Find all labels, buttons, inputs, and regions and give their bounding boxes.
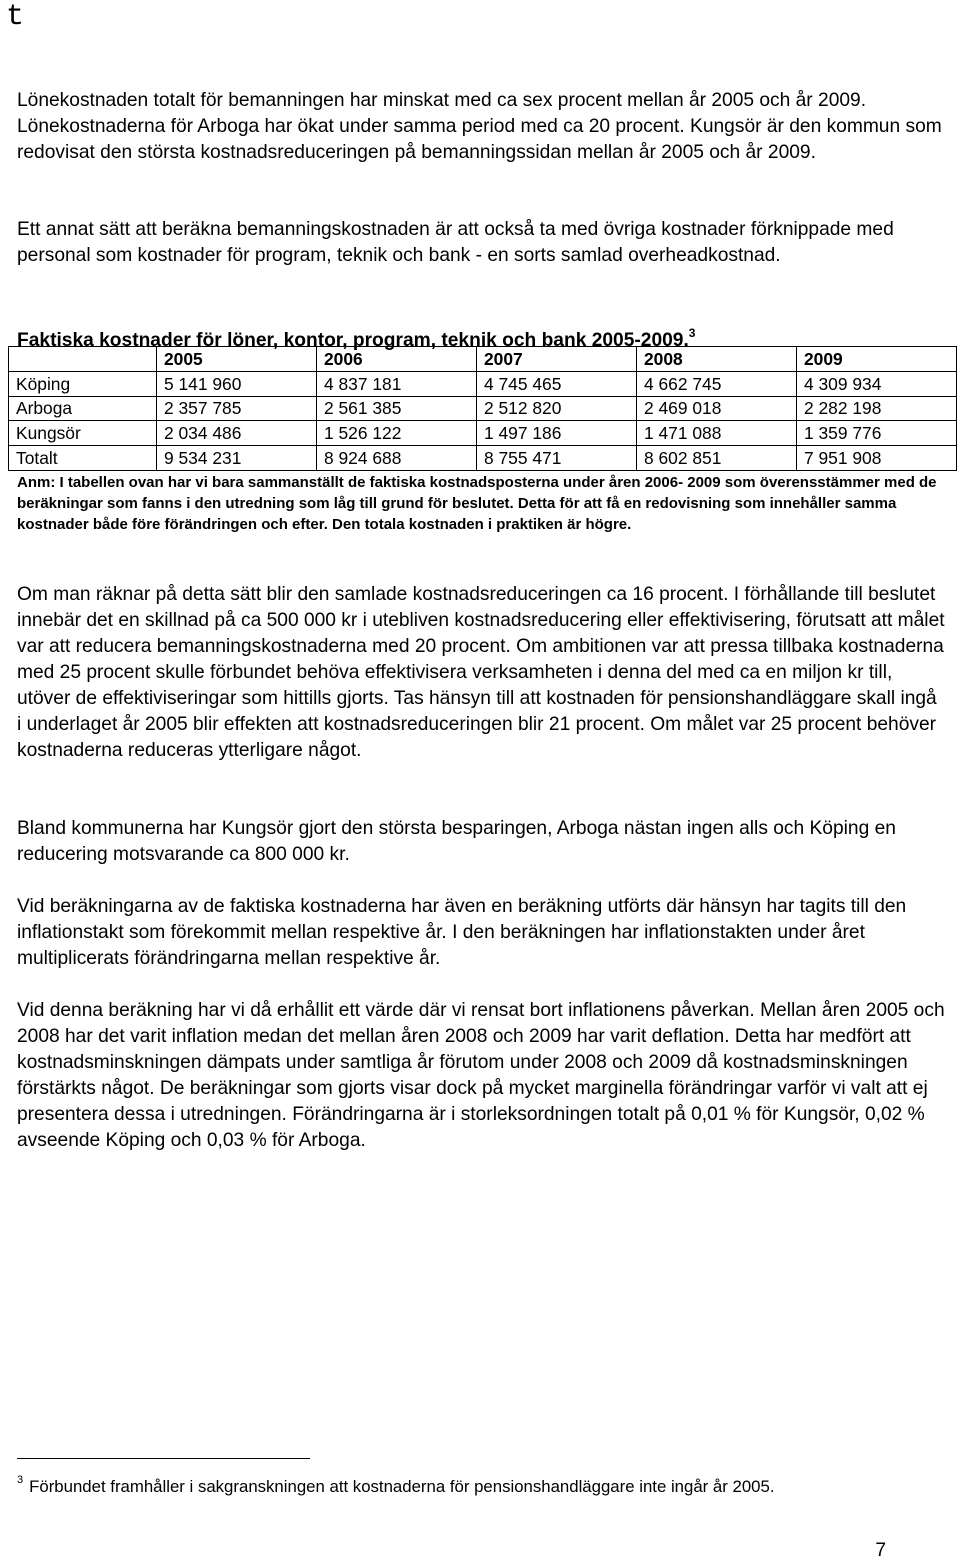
table-cell: 9 534 231 <box>157 446 317 471</box>
table-cell: 7 951 908 <box>797 446 957 471</box>
footnote-separator <box>17 1458 310 1459</box>
corner-glyph: t <box>6 0 25 34</box>
row-label: Arboga <box>9 396 157 421</box>
paragraph-inflation-method: Vid beräkningarna av de faktiska kostnaderna har även en beräkning utförts där hänsyn har tagits till den inflationstakt som förekommit mellan respektive år. I den beräkningen har inflationstakten under året multiplicerats förändringarna mellan respektive år. <box>17 896 907 969</box>
footnote-number: 3 <box>17 1474 24 1486</box>
table-cell: 2 512 820 <box>477 396 637 421</box>
table-cell: 2 561 385 <box>317 396 477 421</box>
table-cell: 8 924 688 <box>317 446 477 471</box>
table-cell: 1 359 776 <box>797 421 957 446</box>
header-cell: 2005 <box>157 347 317 372</box>
table-note: Anm: I tabellen ovan har vi bara sammanställt de faktiska kostnadsposterna under åren 2006- 2009 som överensstämmer med de beräkningar som fanns i den utredning som låg till grund för beslutet. Detta för att få en redovisning som innehåller samma kostnader både före förändringen och efter. Den totala kostnaden i praktiken är högre. <box>17 474 937 533</box>
cost-table <box>8 346 957 471</box>
table-cell: 2 469 018 <box>637 396 797 421</box>
table-row <box>9 421 957 446</box>
table-cell: 2 282 198 <box>797 396 957 421</box>
paragraph-wage-cost-summary: Lönekostnaden totalt för bemanningen har minskat med ca sex procent mellan år 2005 och år 2009. Lönekostnaderna för Arboga har ökat under samma period med ca 20 procent. Kungsör är den kommun som redovisat den största kostnadsreduceringen på bemanningssidan mellan år 2005 och år 2009. <box>17 90 942 163</box>
table-title-text: Faktiska kostnader för löner, kontor, program, teknik och bank 2005-2009. <box>17 330 689 351</box>
paragraph-cost-reduction: Om man räknar på detta sätt blir den samlade kostnadsreduceringen ca 16 procent. I förhållande till beslutet innebär det en skillnad på ca 500 000 kr i utebliven kostnadsreducering eller effektivisering, förutsatt att målet var att reducera bemanningskostnaderna med 20 procent. Om ambitionen var att pressa tillbaka kostnaderna med 25 procent skulle förbundet behöva effektivisera verksamheten i denna del med ca en miljon kr till, utöver de effektiviseringar som hittills gjorts. Tas hänsyn till att kostnaden för pensionshandläggare skall ingå i underlaget år 2005 blir effekten att kostnadsreduceringen blir 21 procent. Om målet var 25 procent behöver kostnaderna reduceras ytterligare något. <box>17 584 945 761</box>
table-cell: 4 309 934 <box>797 371 957 396</box>
footnote-text: Förbundet framhåller i sakgranskningen att kostnaderna för pensionshandläggare inte ingår år 2005. <box>29 1477 775 1496</box>
table-cell: 5 141 960 <box>157 371 317 396</box>
header-cell: 2008 <box>637 347 797 372</box>
table-cell: 2 034 486 <box>157 421 317 446</box>
paragraph-inflation-result: Vid denna beräkning har vi då erhållit ett värde där vi rensat bort inflationens påverkan. Mellan åren 2005 och 2008 har det varit inflation medan det mellan åren 2008 och 2009 har varit deflation. Detta har medfört att kostnadsminskningen dämpats under samtliga år förutom under 2008 och 2009 då kostnadsminskningen förstärkts något. De beräkningar som gjorts visar dock på mycket marginella förändringar varför vi valt att ej presentera dessa i utredningen. Förändringarna är i storleksordningen totalt på 0,01 % för Kungsör, 0,02 % avseende Köping och 0,03 % för Arboga. <box>17 1000 945 1151</box>
table-cell: 1 497 186 <box>477 421 637 446</box>
table-row <box>9 371 957 396</box>
header-cell: 2009 <box>797 347 957 372</box>
paragraph-alternative-calculation: Ett annat sätt att beräkna bemanningskostnaden är att också ta med övriga kostnader förknippade med personal som kostnader för program, teknik och bank - en sorts samlad overheadkostnad. <box>17 219 894 266</box>
header-cell: 2006 <box>317 347 477 372</box>
row-label: Kungsör <box>9 421 157 446</box>
table-cell: 4 837 181 <box>317 371 477 396</box>
header-cell: 2007 <box>477 347 637 372</box>
header-cell <box>9 347 157 372</box>
paragraph-municipality-savings: Bland kommunerna har Kungsör gjort den största besparingen, Arboga nästan ingen alls och Köping en reducering motsvarande ca 800 000 kr. <box>17 818 896 865</box>
row-label: Totalt <box>9 446 157 471</box>
table-header-row <box>9 347 957 372</box>
table-cell: 1 526 122 <box>317 421 477 446</box>
table-cell: 1 471 088 <box>637 421 797 446</box>
table-cell: 8 755 471 <box>477 446 637 471</box>
table-cell: 4 662 745 <box>637 371 797 396</box>
footnote <box>17 1468 775 1499</box>
row-label: Köping <box>9 371 157 396</box>
page-number: 7 <box>875 1540 886 1561</box>
table-cell: 8 602 851 <box>637 446 797 471</box>
footnote-reference: 3 <box>688 326 696 340</box>
table-row <box>9 396 957 421</box>
table-cell: 2 357 785 <box>157 396 317 421</box>
table-cell: 4 745 465 <box>477 371 637 396</box>
table-row-total <box>9 446 957 471</box>
